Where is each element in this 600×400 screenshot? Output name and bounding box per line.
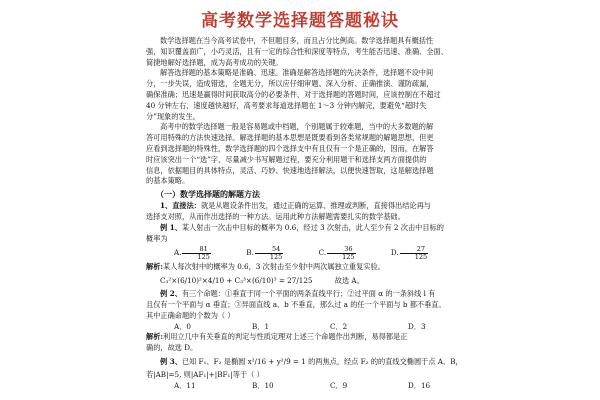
page-title: 高考数学选择题答题秘诀 [201, 11, 399, 31]
method-label: 1、直接法： [160, 201, 201, 211]
option-c: C．9 [330, 380, 348, 390]
example-line: 概率为 [146, 233, 168, 243]
solution-line: 确的，故选 D。 [146, 343, 198, 353]
document-body [146, 36, 464, 392]
paragraph-line: 确保准确；迅速是赢得时间获取高分的必要条件，对于选择题的答题时间，应该控制在不超过 [146, 89, 441, 99]
method-line [146, 201, 464, 212]
example-label: 例 1、 [160, 222, 182, 232]
option-a: A. $\frac{81}{125}$ [174, 244, 210, 261]
paragraph-line: 应看到选择题的特殊性，数学选择题的四个选择支中有且仅有一个是正确的，因而，在解答 [146, 143, 434, 153]
paragraph-line: 分，一步失误，造成错选，全题无分，所以应仔细审题、深入分析、正确推演、谨防疏漏， [146, 79, 434, 89]
paragraph-line: 的基本策略。 [146, 176, 190, 186]
solution-text: 利用立几中有关垂直的判定与性质定理对上述三个命题作出判断，易得都是正 [163, 332, 408, 342]
example-text: 某人射击一次击中目标的概率为 0.6，经过 3 次射击，此人至少有 2 次击中目标的 [181, 222, 444, 232]
option-a: A．11 [174, 380, 196, 390]
example-line: 且仅有一个平面与 α 垂直；③异面直线 a、b 不垂直，那么过 a 的任一个平面与 b 都不垂直。 [146, 299, 446, 309]
formula: C₃²×(6/10)²×4/10 + C₃³×(6/10)³ = 27/125 [160, 276, 313, 286]
paragraph-line: 信息，依据题目的具体特点，灵活、巧妙、快速地选择解法，以便快速智取，这是解选择题 [146, 165, 434, 175]
solution-label: 解析: [146, 332, 164, 342]
example-text: 已知 F₁、F₂ 是椭圆 x²/16 + y²/9 = 1 的两焦点，经点 F₂ 的的直线交椭圆于点 A、B， [181, 356, 463, 366]
paragraph-line: 强，知识覆盖面广，小巧灵活，且有一定的综合性和深度等特点，考生能否迅速、准确、全面、 [146, 46, 448, 56]
example-line [146, 223, 464, 234]
example-options [146, 322, 464, 333]
solution-line [146, 332, 464, 343]
example-options [146, 381, 464, 392]
option-d: D．3 [408, 321, 426, 331]
paragraph-line: 时应该突出一个“选”字，尽量减少书写解题过程，要充分利用题干和选择支两方面提供的 [146, 154, 427, 164]
example-label: 例 3、 [160, 356, 182, 366]
paragraph-line: 答可用特殊的方法快速选择。解选择题的基本思想是既要看到各类常规题的解题思想，但更 [146, 133, 434, 143]
option-d: D．16 [408, 380, 431, 390]
example-text: 有三个命题：①垂直于同一个平面的两条直线平行；②过平面 α 的一条斜线 l 有 [181, 289, 436, 299]
solution-text: 某人每次射中的概率为 0.6，3 次射击至少射中两次属独立重复实验。 [163, 262, 385, 272]
paragraph-line: 高考中的数学选择题一般是容易题或中档题，个别题属于较难题，当中的大多数题的解 [160, 122, 434, 132]
section-heading: （一）数学选择题的解题方法 [156, 189, 260, 200]
example-line: 其中正确命题的个数为（ ） [146, 310, 235, 320]
example-line [146, 354, 464, 370]
answer: 故选 A。 [334, 276, 364, 286]
example-options [146, 244, 464, 262]
paragraph-line: 分”现象的发生。 [146, 111, 200, 121]
option-b: B．1 [252, 321, 270, 331]
option-c: C．2 [330, 321, 348, 331]
paragraph-line: 数学选择题在当今高考试卷中，不但题目多，而且占分比例高。数学选择题具有概括性 [160, 36, 434, 45]
method-text: 就是从题设条件出发，通过正确的运算、推理或判断，直接得出结论再与 [200, 201, 431, 211]
example-label: 例 2、 [160, 289, 182, 299]
solution-line [146, 262, 464, 273]
option-a: A．0 [174, 321, 191, 331]
option-b: B．10 [252, 380, 274, 390]
option-c: C. $\frac{36}{125}$ [318, 244, 355, 261]
formula-line [146, 273, 464, 289]
method-line: 选择支对照，从而作出选择的一种方法。运用此种方法解题需要扎实的数学基础。 [146, 211, 405, 221]
option-b: B. $\frac{54}{125}$ [246, 244, 283, 261]
example-line [146, 289, 464, 300]
paragraph-line: 解答选择题的基本策略是准确、迅速。准确是解答选择题的先决条件，选择题不设中间 [160, 68, 434, 78]
solution-label: 解析: [146, 262, 164, 272]
option-d: D. $\frac{27}{125}$ [390, 244, 428, 261]
example-line: 若|AB|=5, 则|AF₁|+|BF₁|等于（ ） [146, 369, 264, 379]
paragraph-line: 40 分钟左右，速度越快越好，高考要求每道选择题在 1～3 分钟内解完，要避免“超时失 [146, 100, 427, 110]
paragraph-line: 简捷地解好选择题，成为高考成功的关键。 [146, 57, 283, 67]
